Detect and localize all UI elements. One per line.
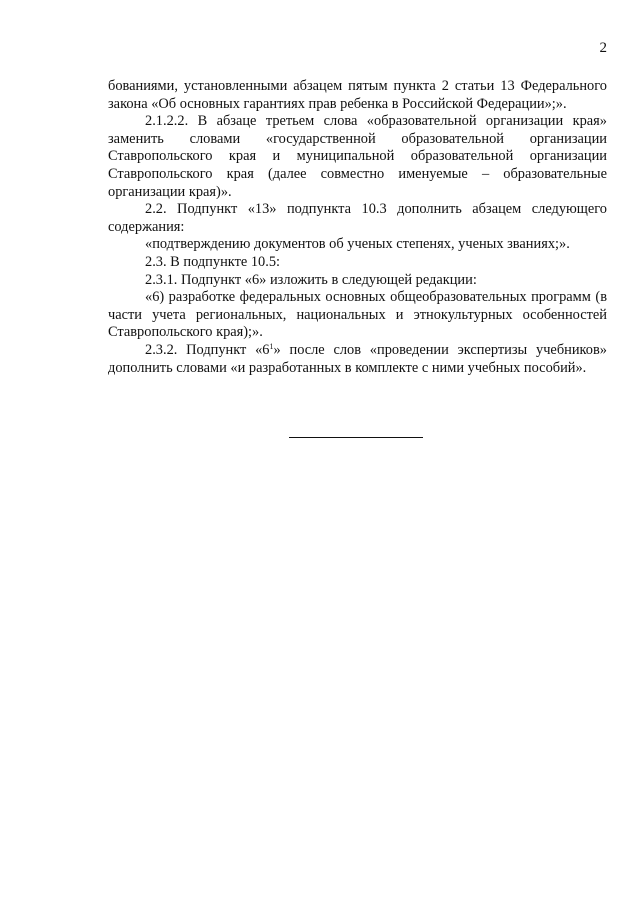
paragraph-2-3-2 — [108, 342, 607, 377]
paragraph-2-3: 2.3. В подпункте 10.5: — [145, 253, 281, 270]
paragraph-2-3-2-end: » после слов «проведении экспертизы учебников» дополнить словами «и разработанных в комплекте с ними учебных пособий». — [108, 341, 607, 376]
paragraph-quote-degrees: «подтверждению документов об ученых степенях, ученых званиях;». — [145, 236, 570, 253]
document-body — [108, 78, 607, 377]
paragraph-quote-programs: «6) разработке федеральных основных общеобразовательных программ (в части учета региональных, национальных и этнокультурных особенностей Ставропольского края);». — [108, 289, 607, 341]
paragraph-continuation: бованиями, установленными абзацем пятым пункта 2 статьи 13 Федерального закона «Об основных гарантиях прав ребенка в Российской Федерации»;». — [108, 78, 607, 112]
end-of-document-line — [289, 437, 423, 438]
superscript-one: 1 — [269, 341, 274, 351]
page-number: 2 — [599, 40, 607, 56]
paragraph-2-2: 2.2. Подпункт «13» подпункта 10.3 дополнить абзацем следующего содержания: — [108, 201, 607, 235]
paragraph-2-3-1: 2.3.1. Подпункт «6» изложить в следующей редакции: — [145, 271, 477, 288]
paragraph-2-3-2-start: 2.3.2. Подпункт «6 — [145, 341, 270, 358]
paragraph-2-1-2-2: 2.1.2.2. В абзаце третьем слова «образовательной организации края» заменить словами «государственной образовательной организации Ставропольского края и муниципальной образовательной организации Ставропольского края (далее совместно именуемые – образовательные организации края)». — [108, 113, 607, 200]
